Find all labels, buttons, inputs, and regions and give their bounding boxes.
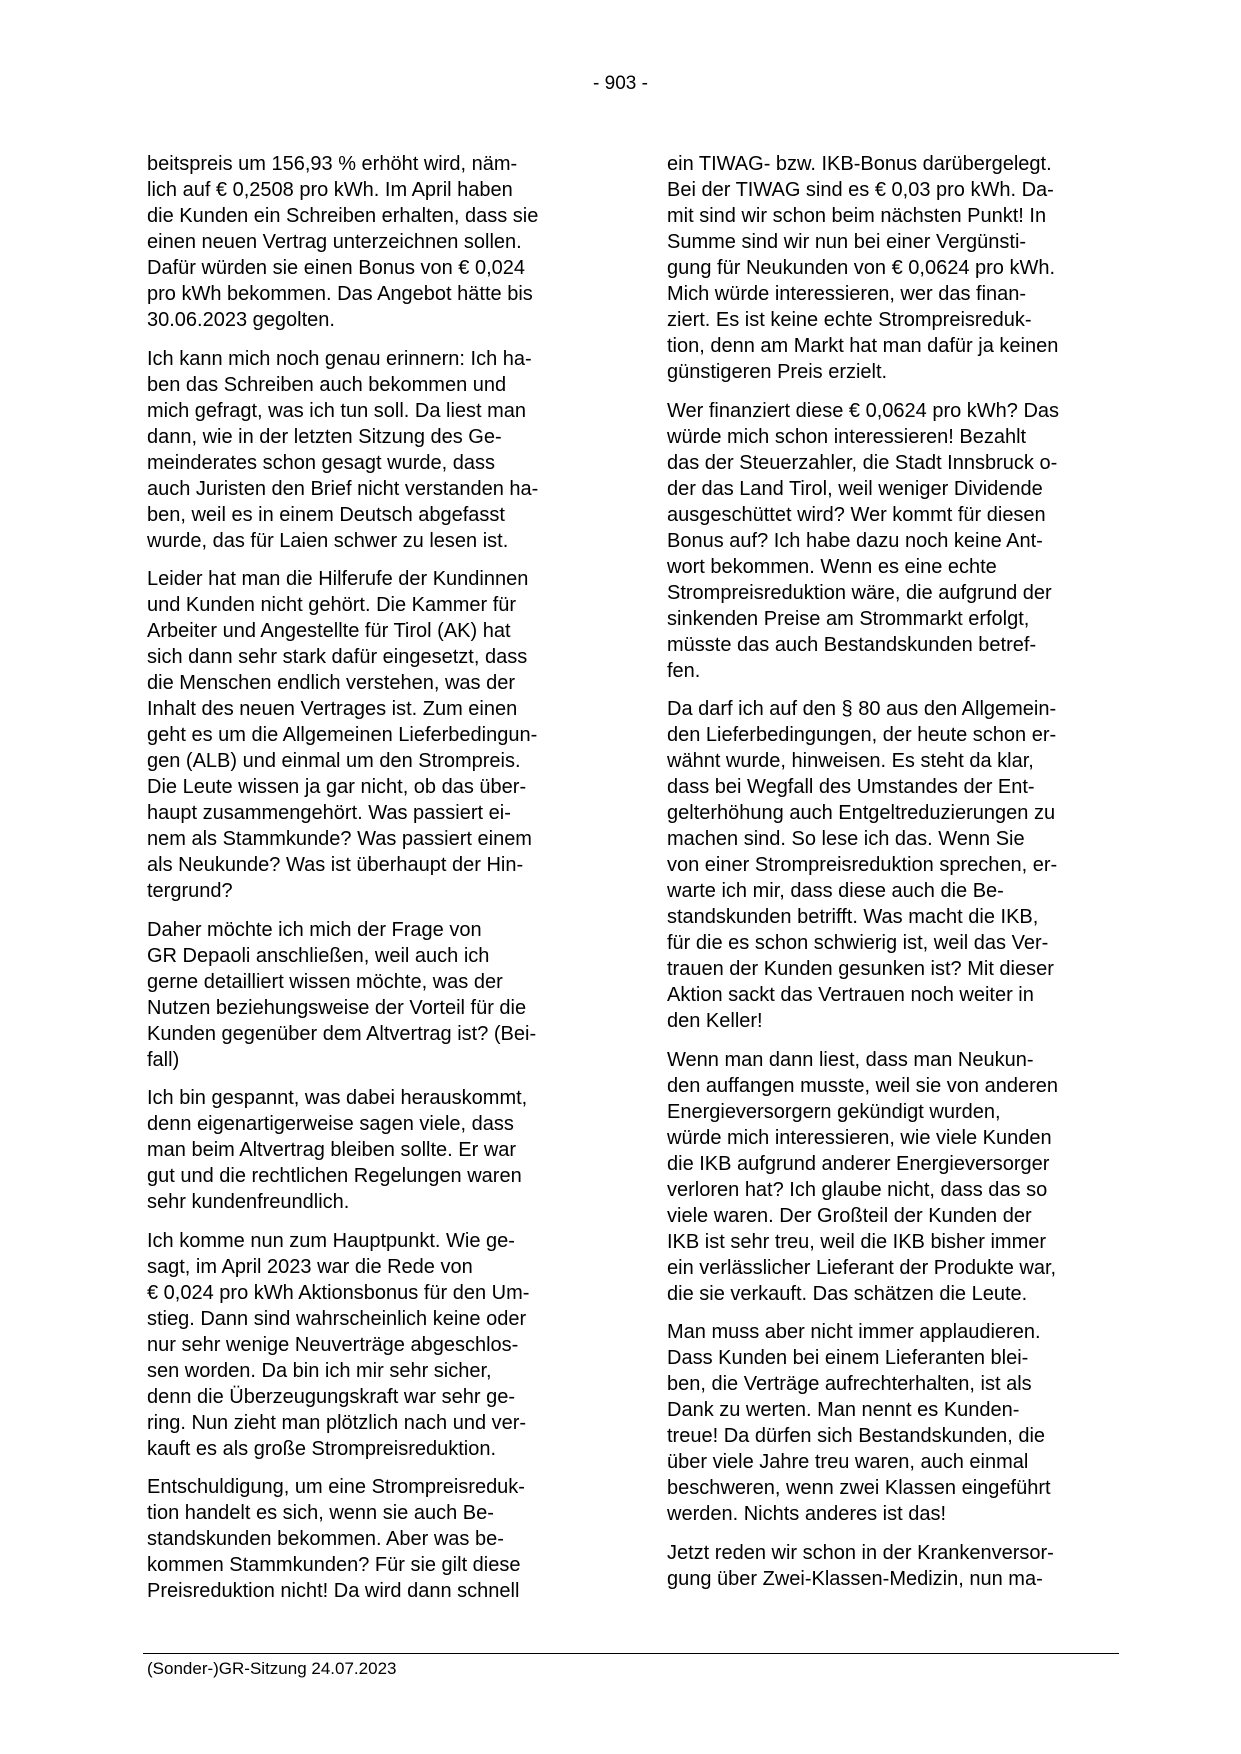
text-line: werden. Nichts anderes ist das! [667,1503,947,1525]
text-line: Bei der TIWAG sind es € 0,03 pro kWh. Da- [667,179,1054,201]
text-line: Arbeiter und Angestellte für Tirol (AK) hat [147,620,511,642]
text-line: die Kunden ein Schreiben erhalten, dass sie [147,205,539,227]
text-line: Summe sind wir nun bei einer Vergünsti- [667,231,1027,253]
paragraph [147,1474,603,1604]
text-line: kauft es als große Strompreisreduktion. [147,1437,497,1460]
paragraph [667,1540,1123,1592]
text-line: ben, weil es in einem Deutsch abgefasst [147,503,505,526]
text-line: ein verlässlicher Lieferant der Produkte war, [667,1256,1057,1279]
text-line: Wenn man dann liest, dass man Neukun- [667,1048,1034,1071]
text-line: lich auf € 0,2508 pro kWh. Im April haben [147,179,513,201]
text-line: gut und die rechtlichen Regelungen waren [147,1165,522,1187]
text-line: tion, denn am Markt hat man dafür ja keinen [667,335,1059,357]
text-line: müsste das auch Bestandskunden betref- [667,633,1037,656]
text-line: trauen der Kunden gesunken ist? Mit dieser [667,958,1054,980]
text-line: Aktion sackt das Vertrauen noch weiter in [667,984,1034,1006]
text-line: Da darf ich auf den § 80 aus den Allgemein- [667,698,1057,720]
text-line: würde mich interessieren, wie viele Kunden [667,1126,1052,1149]
text-line: die IKB aufgrund anderer Energieversorger [667,1152,1050,1175]
footer-session-date: (Sonder-)GR-Sitzung 24.07.2023 [147,1659,397,1678]
text-line: Inhalt des neuen Vertrages ist. Zum einen [147,698,518,720]
text-line: Ich bin gespannt, was dabei herauskommt, [147,1087,528,1109]
paragraph [667,1319,1123,1527]
text-line: Preisreduktion nicht! Da wird dann schnell [147,1580,520,1602]
text-line: meinderates schon gesagt wurde, dass [147,451,495,474]
text-line: Ich komme nun zum Hauptpunkt. Wie ge- [147,1229,515,1252]
text-line: ein TIWAG- bzw. IKB-Bonus darübergelegt. [667,153,1052,175]
page-number: - 903 - [593,73,648,94]
text-line: der das Land Tirol, weil weniger Dividende [667,477,1043,500]
text-line: pro kWh bekommen. Das Angebot hätte bis [147,283,533,305]
text-line: Nutzen beziehungsweise der Vorteil für die [147,996,527,1019]
paragraph [667,1047,1123,1307]
text-line: Jetzt reden wir schon in der Krankenversor- [667,1541,1054,1564]
text-line: mich gefragt, was ich tun soll. Da liest man [147,399,527,422]
text-line: Dafür würden sie einen Bonus von € 0,024 [147,257,526,279]
text-line: auch Juristen den Brief nicht verstanden ha- [147,477,539,500]
text-line: Kunden gegenüber dem Altvertrag ist? (Bei- [147,1022,537,1045]
text-line: wurde, das für Laien schwer zu lesen ist. [147,529,509,552]
text-line: Entschuldigung, um eine Strompreisreduk- [147,1476,525,1498]
text-line: Dass Kunden bei einem Lieferanten blei- [667,1347,1029,1369]
text-line: und Kunden nicht gehört. Die Kammer für [147,594,517,616]
text-line: ring. Nun zieht man plötzlich nach und ver- [147,1411,527,1434]
text-line: tion handelt es sich, wenn sie auch Be- [147,1502,494,1524]
text-line: sinkenden Preise am Strommarkt erfolgt, [667,607,1030,630]
text-line: dann, wie in der letzten Sitzung des Ge- [147,425,502,448]
text-line: denn die Überzeugungskraft war sehr ge- [147,1385,515,1408]
paragraph [147,917,603,1073]
text-line: gelterhöhung auch Entgeltreduzierungen zu [667,802,1056,824]
text-line: nur sehr wenige Neuverträge abgeschlos- [147,1333,519,1356]
text-line: Wer finanziert diese € 0,0624 pro kWh? Das [667,399,1060,422]
text-line: standskunden bekommen. Aber was be- [147,1528,504,1550]
left-column [147,151,603,1617]
text-line: ben, die Verträge aufrechterhalten, ist als [667,1373,1032,1395]
text-line: einen neuen Vertrag unterzeichnen sollen. [147,231,522,253]
text-line: geht es um die Allgemeinen Lieferbedingun- [147,724,538,746]
text-line: die sie verkauft. Das schätzen die Leute. [667,1282,1028,1305]
text-line: treue! Da dürfen sich Bestandskunden, die [667,1425,1046,1447]
paragraph [147,346,603,554]
text-line: gung für Neukunden von € 0,0624 pro kWh. [667,257,1056,279]
text-line: verloren hat? Ich glaube nicht, dass das so [667,1178,1048,1201]
paragraph [667,398,1123,684]
right-column [667,151,1123,1604]
text-line: Die Leute wissen ja gar nicht, ob das über- [147,776,527,798]
text-line: sehr kundenfreundlich. [147,1191,350,1213]
paragraph [147,1228,603,1462]
text-line: den auffangen musste, weil sie von anderen [667,1074,1059,1097]
text-line: den Lieferbedingungen, der heute schon er- [667,724,1057,746]
text-line: dass bei Wegfall des Umstandes der Ent- [667,776,1035,798]
text-line: Mich würde interessieren, wer das finan- [667,283,1027,305]
text-line: gen (ALB) und einmal um den Strompreis. [147,750,521,772]
text-line: würde mich schon interessieren! Bezahlt [667,425,1027,448]
text-line: ben das Schreiben auch bekommen und [147,373,507,396]
text-line: kommen Stammkunden? Für sie gilt diese [147,1554,521,1576]
text-line: mit sind wir schon beim nächsten Punkt! In [667,205,1047,227]
paragraph [147,566,603,904]
text-line: beschweren, wenn zwei Klassen eingeführt [667,1477,1051,1499]
paragraph [667,151,1123,385]
text-line: machen sind. So lese ich das. Wenn Sie [667,828,1025,850]
text-line: Man muss aber nicht immer applaudieren. [667,1321,1041,1343]
text-line: ziert. Es ist keine echte Strompreisreduk- [667,309,1032,331]
text-line: die Menschen endlich verstehen, was der [147,672,515,694]
text-line: warte ich mir, dass diese auch die Be- [667,880,1004,902]
text-line: von einer Strompreisreduktion sprechen, er- [667,854,1058,876]
text-line: GR Depaoli anschließen, weil auch ich [147,944,490,967]
text-line: über viele Jahre treu waren, auch einmal [667,1451,1029,1473]
text-line: wort bekommen. Wenn es eine echte [667,555,997,578]
text-line: Strompreisreduktion wäre, die aufgrund der [667,581,1052,604]
text-line: Dank zu werten. Man nennt es Kunden- [667,1399,1020,1421]
text-line: haupt zusammengehört. Was passiert ei- [147,802,511,824]
text-line: Energieversorgern gekündigt wurden, [667,1100,1001,1123]
text-line: tergrund? [147,880,233,902]
text-line: viele waren. Der Großteil der Kunden der [667,1204,1032,1227]
text-line: Daher möchte ich mich der Frage von [147,918,482,941]
text-line: beitspreis um 156,93 % erhöht wird, näm- [147,153,518,175]
text-line: 30.06.2023 gegolten. [147,309,335,331]
text-line: standskunden betrifft. Was macht die IKB, [667,906,1039,928]
text-line: gerne detailliert wissen möchte, was der [147,970,503,993]
text-line: sen worden. Da bin ich mir sehr sicher, [147,1359,492,1382]
text-line: Leider hat man die Hilferufe der Kundinnen [147,568,529,590]
text-line: den Keller! [667,1010,763,1032]
text-line: gung über Zwei-Klassen-Medizin, nun ma- [667,1567,1043,1590]
text-line: sich dann sehr stark dafür eingesetzt, dass [147,646,528,668]
text-line: fen. [667,659,701,682]
text-line: für die es schon schwierig ist, weil das Ver- [667,932,1049,954]
paragraph [147,1085,603,1215]
text-line: fall) [147,1048,180,1071]
text-line: nem als Stammkunde? Was passiert einem [147,828,532,850]
text-line: als Neukunde? Was ist überhaupt der Hin- [147,854,524,876]
text-line: denn eigenartigerweise sagen viele, dass [147,1113,514,1135]
text-line: wähnt wurde, hinweisen. Es steht da klar, [667,750,1034,772]
text-line: man beim Altvertrag bleiben sollte. Er war [147,1139,517,1161]
text-line: IKB ist sehr treu, weil die IKB bisher immer [667,1230,1047,1253]
footer-divider [143,1653,1119,1654]
text-line: ausgeschüttet wird? Wer kommt für diesen [667,503,1046,526]
text-line: Bonus auf? Ich habe dazu noch keine Ant- [667,529,1043,552]
text-line: günstigeren Preis erzielt. [667,361,888,383]
text-line: das der Steuerzahler, die Stadt Innsbruck o- [667,451,1058,474]
text-line: stieg. Dann sind wahrscheinlich keine oder [147,1307,527,1330]
text-line: Ich kann mich noch genau erinnern: Ich ha- [147,347,532,370]
text-line: € 0,024 pro kWh Aktionsbonus für den Um- [147,1281,530,1304]
paragraph [147,151,603,333]
text-line: sagt, im April 2023 war die Rede von [147,1255,473,1278]
paragraph [667,696,1123,1034]
